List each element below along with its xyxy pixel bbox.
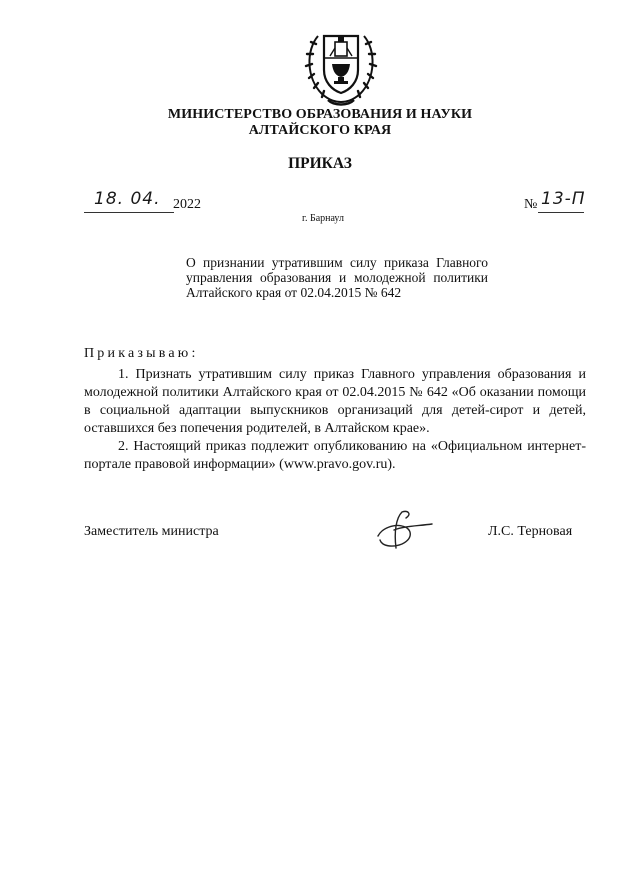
ministry-name-line1: МИНИСТЕРСТВО ОБРАЗОВАНИЯ И НАУКИ bbox=[167, 107, 473, 122]
ministry-name-line2: АЛТАЙСКОГО КРАЯ bbox=[248, 123, 392, 138]
number-label: № bbox=[524, 197, 538, 212]
document-title: ПРИКАЗ bbox=[288, 155, 352, 172]
paragraph-2: 2. Настоящий приказ подлежит опубликованию на «Официальном интернет-портале правовой информации» (www.pravo.gov.ru). bbox=[84, 439, 586, 472]
handwritten-signature bbox=[372, 508, 434, 554]
signer-name: Л.С. Терновая bbox=[488, 524, 573, 539]
date-year: 2022 bbox=[173, 197, 201, 212]
order-word: Приказываю: bbox=[84, 346, 199, 361]
paragraph-1: 1. Признать утратившим силу приказ Главного управления образования и молодежной политики Алтайского края от 02.04.2015 № 642 «Об оказании помощи в социальной адаптации выпускников организаций для детей-сирот и детей, оставшихся без попечения родителей, в Алтайском крае». bbox=[84, 367, 586, 436]
signer-position: Заместитель министра bbox=[84, 524, 219, 539]
coat-of-arms-icon bbox=[302, 22, 380, 108]
city: г. Барнаул bbox=[302, 213, 344, 224]
number-handwritten: 13-П bbox=[541, 189, 586, 209]
order-subject: О признании утратившим силу приказа Главного управления образования и молодежной политики Алтайского края от 02.04.2015 № 642 bbox=[186, 255, 488, 300]
date-handwritten: 18. 04. bbox=[94, 189, 161, 209]
